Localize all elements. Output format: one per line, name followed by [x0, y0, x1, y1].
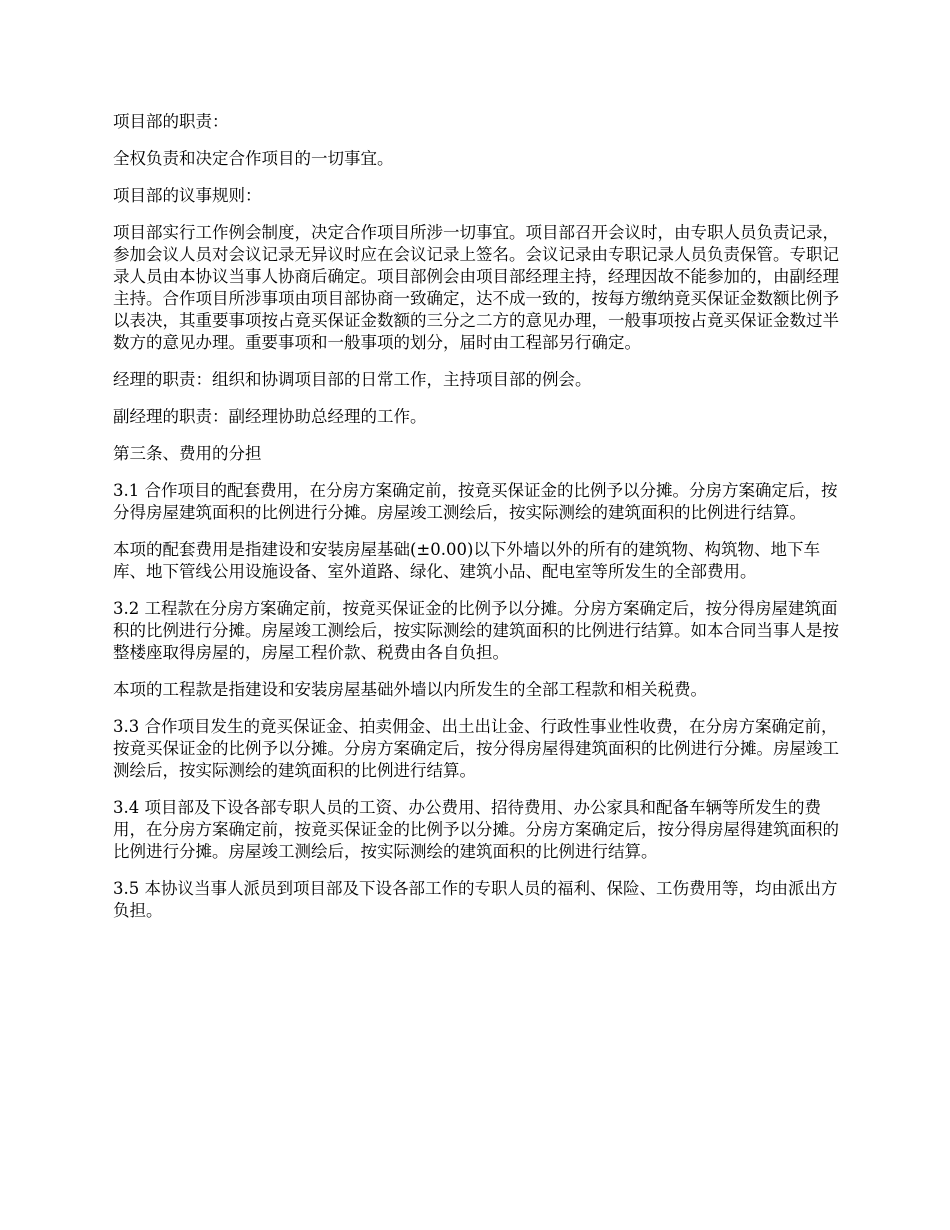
paragraph-clause-3-1-note: 本项的配套费用是指建设和安装房屋基础(±0.00)以下外墙以外的所有的建筑物、构筑物、地下车库、地下管线公用设施设备、室外道路、绿化、建筑小品、配电室等所发生的全部费用。 [113, 540, 820, 581]
paragraph-clause-3-4: 3.4 项目部及下设各部专职人员的工资、办公费用、招待费用、办公家具和配备车辆等所发生的费用，在分房方案确定前，按竟买保证金的比例予以分摊。分房方案确定后，按分得房屋得建筑面积的比例进行分摊。房屋竣工测绘后，按实际测绘的建筑面积的比例进行结算。 [113, 798, 839, 861]
paragraph-clause-3-3: 3.3 合作项目发生的竟买保证金、拍卖佣金、出土出让金、行政性事业性收费，在分房方案确定前，按竟买保证金的比例予以分摊。分房方案确定后，按分得房屋得建筑面积的比例进行分摊。房屋竣工测绘后，按实际测绘的建筑面积的比例进行结算。 [113, 717, 839, 780]
paragraph-meeting-rules-heading: 项目部的议事规则： [113, 186, 262, 205]
paragraph-deputy-manager-duties: 副经理的职责：副经理协助总经理的工作。 [113, 407, 427, 426]
document-body [113, 111, 843, 937]
paragraph-article-three-heading: 第三条、费用的分担 [113, 444, 262, 463]
paragraph-manager-duties: 经理的职责：组织和协调项目部的日常工作，主持项目部的例会。 [113, 370, 592, 389]
paragraph-project-dept-duties: 全权负责和决定合作项目的一切事宜。 [113, 149, 394, 168]
paragraph-clause-3-2: 3.2 工程款在分房方案确定前，按竟买保证金的比例予以分摊。分房方案确定后，按分得房屋建筑面积的比例进行分摊。房屋竣工测绘后，按实际测绘的建筑面积的比例进行结算。如本合同当事人是按整楼座取得房屋的，房屋工程价款、税费由各自负担。 [113, 599, 839, 662]
paragraph-meeting-rules: 项目部实行工作例会制度，决定合作项目所涉一切事宜。项目部召开会议时，由专职人员负责记录，参加会议人员对会议记录无异议时应在会议记录上签名。会议记录由专职记录人员负责保管。专职记录人员由本协议当事人协商后确定。项目部例会由项目部经理主持，经理因故不能参加的，由副经理主持。合作项目所涉事项由项目部协商一致确定，达不成一致的，按每方缴纳竟买保证金数额比例予以表决，其重要事项按占竟买保证金数额的三分之二方的意见办理，一般事项按占竟买保证金数过半数方的意见办理。重要事项和一般事项的划分，届时由工程部另行确定。 [113, 223, 839, 352]
paragraph-clause-3-2-note: 本项的工程款是指建设和安装房屋基础外墙以内所发生的全部工程款和相关税费。 [113, 680, 707, 699]
paragraph-clause-3-5: 3.5 本协议当事人派员到项目部及下设各部工作的专职人员的福利、保险、工伤费用等，均由派出方负担。 [113, 879, 838, 920]
paragraph-clause-3-1: 3.1 合作项目的配套费用，在分房方案确定前，按竟买保证金的比例予以分摊。分房方案确定后，按分得房屋建筑面积的比例进行分摊。房屋竣工测绘后，按实际测绘的建筑面积的比例进行结算。 [113, 481, 838, 522]
paragraph-project-dept-duties-heading: 项目部的职责： [113, 112, 229, 131]
